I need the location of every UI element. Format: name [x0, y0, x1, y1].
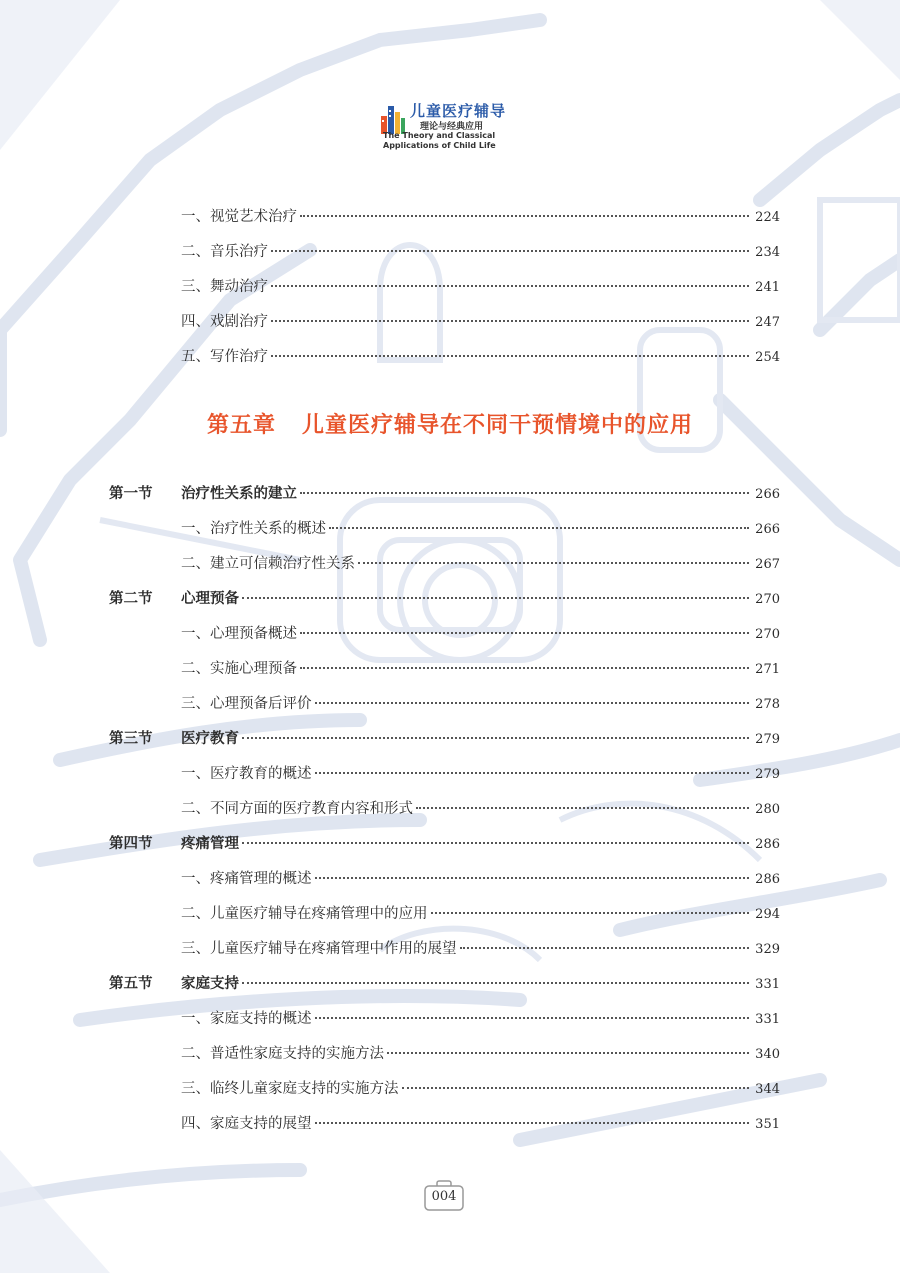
page-number	[423, 1180, 465, 1212]
toc-entry[interactable]	[181, 692, 780, 714]
logo-subtitle-cn: 理论与经典应用	[420, 122, 484, 132]
toc-entry-page: 286	[755, 872, 780, 887]
toc-entry-label: 三、儿童医疗辅导在疼痛管理中作用的展望	[181, 941, 457, 957]
dot-leader	[300, 667, 749, 669]
section-title: 疼痛管理	[181, 835, 239, 852]
toc-section[interactable]	[109, 482, 780, 504]
dot-leader	[460, 947, 750, 949]
dot-leader	[271, 285, 749, 287]
chapter-title[interactable]	[0, 408, 900, 439]
toc-entry[interactable]	[181, 205, 780, 227]
logo-title-en-line1: The Theory and Classical	[383, 131, 496, 140]
toc-entry[interactable]	[181, 275, 780, 297]
toc-entry[interactable]	[181, 937, 780, 959]
toc-entry-label: 一、治疗性关系的概述	[181, 521, 326, 537]
toc-entry-label: 一、疼痛管理的概述	[181, 871, 312, 887]
toc-entry-page: 271	[755, 662, 780, 677]
section-page: 270	[755, 592, 780, 607]
toc-entry-label: 一、视觉艺术治疗	[181, 209, 297, 225]
toc-entry-label: 三、心理预备后评价	[181, 696, 312, 712]
toc-entry[interactable]	[181, 1042, 780, 1064]
toc-entry-page: 329	[755, 942, 780, 957]
toc-entry-label: 二、不同方面的医疗教育内容和形式	[181, 801, 413, 817]
logo-title-cn: 儿童医疗辅导	[410, 102, 507, 120]
toc-entry[interactable]	[181, 867, 780, 889]
toc-entry[interactable]	[181, 762, 780, 784]
toc-entry-label: 五、写作治疗	[181, 349, 268, 365]
toc-entry-page: 224	[755, 210, 780, 225]
toc-entry-page: 280	[755, 802, 780, 817]
toc-section[interactable]	[109, 832, 780, 854]
dot-leader	[315, 702, 750, 704]
section-number: 第一节	[109, 485, 153, 502]
page-number-text: 004	[431, 1189, 457, 1204]
toc-entry-label: 三、临终儿童家庭支持的实施方法	[181, 1081, 399, 1097]
dot-leader	[402, 1087, 750, 1089]
toc-entry[interactable]	[181, 240, 780, 262]
dot-leader	[387, 1052, 749, 1054]
toc-entry-page: 241	[755, 280, 780, 295]
section-title: 家庭支持	[181, 975, 239, 992]
section-title: 心理预备	[181, 590, 239, 607]
toc-entry[interactable]	[181, 797, 780, 819]
section-page: 266	[755, 487, 780, 502]
toc-entry-label: 一、医疗教育的概述	[181, 766, 312, 782]
dot-leader	[271, 250, 749, 252]
toc-entry-page: 270	[755, 627, 780, 642]
dot-leader	[315, 1122, 750, 1124]
section-number: 第四节	[109, 835, 153, 852]
chapter-name: 儿童医疗辅导在不同干预情境中的应用	[301, 413, 693, 438]
toc-entry[interactable]	[181, 345, 780, 367]
toc-entry[interactable]	[181, 657, 780, 679]
toc-section[interactable]	[109, 587, 780, 609]
dot-leader	[271, 320, 749, 322]
section-number: 第二节	[109, 590, 153, 607]
toc-entry[interactable]	[181, 902, 780, 924]
toc-entry-page: 278	[755, 697, 780, 712]
toc-entry-page: 267	[755, 557, 780, 572]
toc-entry-page: 344	[755, 1082, 780, 1097]
toc-entry-label: 四、家庭支持的展望	[181, 1116, 312, 1132]
toc-entry-page: 331	[755, 1012, 780, 1027]
toc-entry-page: 254	[755, 350, 780, 365]
section-page: 279	[755, 732, 780, 747]
toc-entry-label: 二、儿童医疗辅导在疼痛管理中的应用	[181, 906, 428, 922]
section-number: 第三节	[109, 730, 153, 747]
toc-entry-label: 二、建立可信赖治疗性关系	[181, 556, 355, 572]
dot-leader	[358, 562, 749, 564]
toc-entry-page: 351	[755, 1117, 780, 1132]
dot-leader	[315, 877, 750, 879]
toc-entry-page: 294	[755, 907, 780, 922]
dot-leader	[242, 842, 749, 844]
toc-entry[interactable]	[181, 622, 780, 644]
toc-entry-label: 二、音乐治疗	[181, 244, 268, 260]
dot-leader	[315, 772, 750, 774]
dot-leader	[315, 1017, 750, 1019]
dot-leader	[242, 737, 749, 739]
toc-entry[interactable]	[181, 310, 780, 332]
book-logo	[380, 100, 530, 155]
dot-leader	[300, 492, 749, 494]
toc-entry[interactable]	[181, 517, 780, 539]
toc-entry[interactable]	[181, 1077, 780, 1099]
dot-leader	[416, 807, 749, 809]
dot-leader	[242, 597, 749, 599]
section-title: 治疗性关系的建立	[181, 485, 297, 502]
chapter-number: 第五章	[206, 413, 276, 438]
logo-title-en-line2: Applications of Child Life	[383, 141, 496, 150]
toc-entry-label: 一、家庭支持的概述	[181, 1011, 312, 1027]
section-page: 286	[755, 837, 780, 852]
toc-section[interactable]	[109, 972, 780, 994]
section-number: 第五节	[109, 975, 153, 992]
section-page: 331	[755, 977, 780, 992]
dot-leader	[300, 215, 749, 217]
toc-entry-page: 266	[755, 522, 780, 537]
toc-entry-label: 一、心理预备概述	[181, 626, 297, 642]
toc-entry-page: 234	[755, 245, 780, 260]
dot-leader	[329, 527, 749, 529]
dot-leader	[300, 632, 749, 634]
toc-entry[interactable]	[181, 1007, 780, 1029]
toc-entry-page: 279	[755, 767, 780, 782]
dot-leader	[271, 355, 749, 357]
section-title: 医疗教育	[181, 730, 239, 747]
toc-section[interactable]	[109, 727, 780, 749]
toc-entry-label: 二、实施心理预备	[181, 661, 297, 677]
toc-entry[interactable]	[181, 552, 780, 574]
toc-entry-page: 340	[755, 1047, 780, 1062]
toc-entry-label: 二、普适性家庭支持的实施方法	[181, 1046, 384, 1062]
dot-leader	[431, 912, 750, 914]
dot-leader	[242, 982, 749, 984]
toc-entry-page: 247	[755, 315, 780, 330]
toc-entry-label: 三、舞动治疗	[181, 279, 268, 295]
toc-entry-label: 四、戏剧治疗	[181, 314, 268, 330]
toc-entry[interactable]	[181, 1112, 780, 1134]
